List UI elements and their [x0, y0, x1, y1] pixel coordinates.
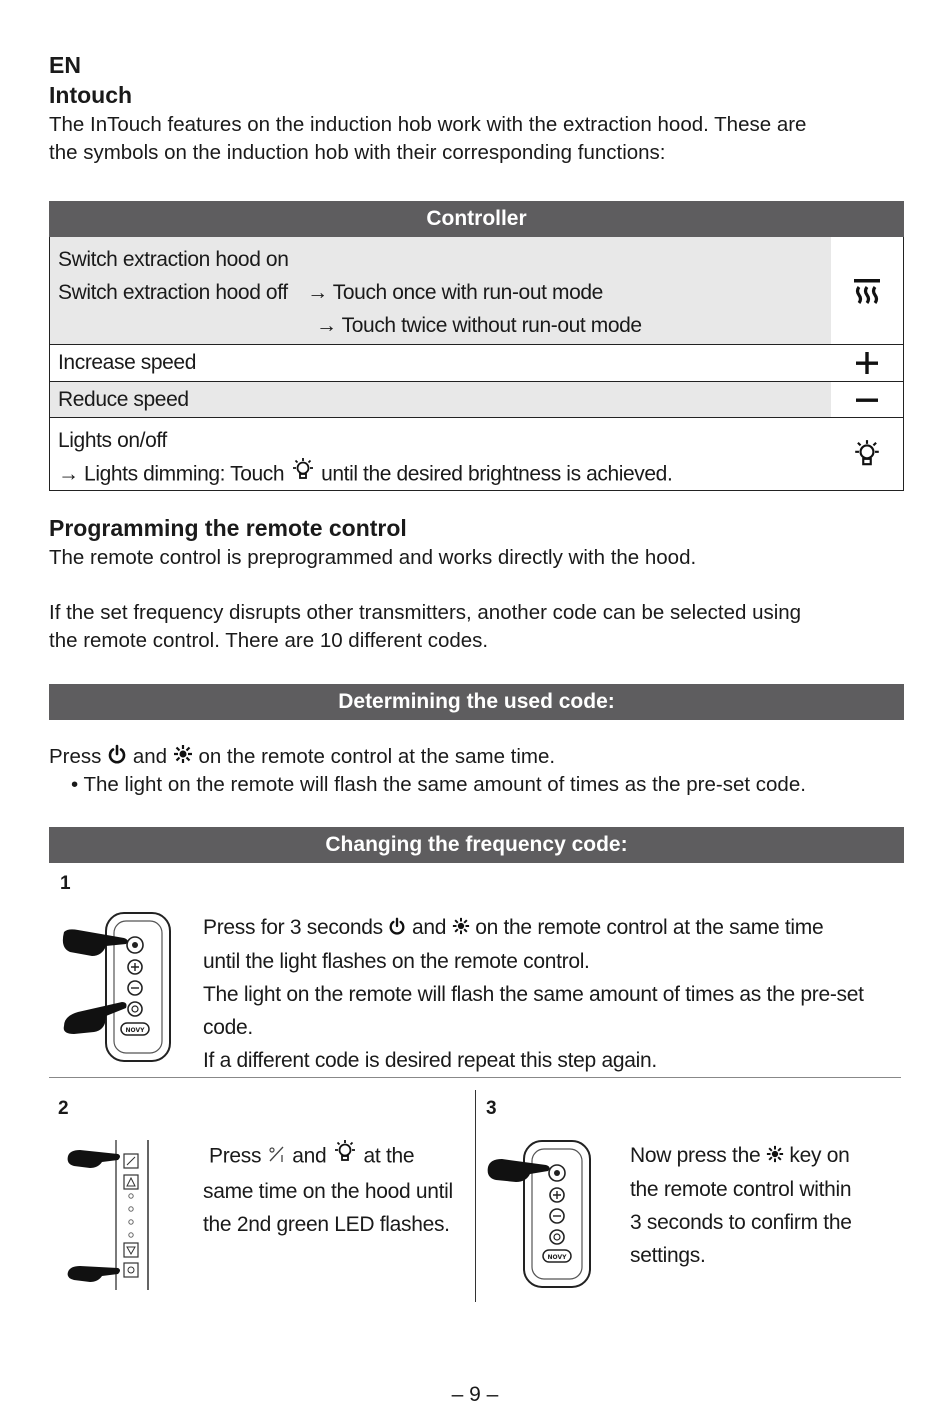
step-2-number: 2	[58, 1098, 69, 1119]
programming-p2-line-1: If the set frequency disrupts other transmitters, another code can be selected using	[49, 601, 802, 624]
step-2-at-the-text: at the	[363, 1144, 415, 1168]
light-star-icon	[766, 1140, 784, 1173]
step-3-line-2: the remote control within	[630, 1177, 852, 1201]
step-1-line-3: The light on the remote will flash the same amount of times as the pre-set	[203, 982, 864, 1006]
step-2-hood-panel-illustration	[64, 1138, 156, 1299]
remote-brand-label: NOVY	[547, 1254, 567, 1261]
remote-brand-label: NOVY	[125, 1027, 145, 1034]
step-1-text	[203, 911, 903, 1077]
minus-icon	[831, 382, 903, 417]
programming-p2-line-2: the remote control. There are 10 different codes.	[49, 629, 489, 652]
step-divider-horizontal	[49, 1077, 901, 1078]
touch-once-text: → Touch once with run-out mode	[307, 281, 603, 304]
same-time-text: on the remote control at the same time.	[198, 745, 556, 768]
step-2-line-2: same time on the hood until	[203, 1180, 453, 1203]
step-3-remote-illustration	[484, 1137, 600, 1298]
controller-header: Controller	[49, 201, 904, 237]
determining-header: Determining the used code:	[49, 684, 904, 720]
controller-row-increase	[50, 344, 903, 381]
step-3-line-4: settings.	[630, 1243, 706, 1267]
controller-row-switch	[50, 237, 903, 344]
step-1-press-text: Press for 3 seconds	[203, 916, 383, 939]
controller-row-lights	[50, 417, 903, 490]
light-bulb-icon	[290, 457, 316, 493]
section-title-programming: Programming the remote control	[49, 515, 407, 541]
brightness-text: until the desired brightness is achieved.	[321, 462, 673, 486]
programming-paragraph-2	[49, 599, 909, 655]
step-2-line-3: the 2nd green LED flashes.	[203, 1213, 450, 1236]
step-3-number: 3	[486, 1098, 497, 1119]
switch-off-text: Switch extraction hood off	[58, 281, 288, 304]
press-text: Press	[49, 745, 102, 768]
step-2-press-text: Press	[209, 1144, 262, 1168]
determining-instruction	[49, 743, 909, 772]
power-icon	[388, 912, 406, 945]
extraction-hood-icon	[831, 237, 903, 344]
step-1-remote-text: on the remote control at the same time	[475, 916, 824, 939]
lights-on-off-text: Lights on/off	[58, 429, 167, 452]
light-star-icon	[173, 744, 193, 772]
intro-line-2: the symbols on the induction hob with their corresponding functions:	[49, 141, 666, 164]
changing-header: Changing the frequency code:	[49, 827, 904, 863]
page-number: – 9 –	[451, 1383, 499, 1406]
light-star-icon	[452, 912, 470, 945]
step-1-line-4: code.	[203, 1015, 253, 1039]
reduce-speed-text: Reduce speed	[50, 382, 831, 417]
light-bulb-icon	[831, 418, 903, 490]
light-bulb-icon	[332, 1139, 358, 1175]
step-divider-vertical	[475, 1090, 476, 1302]
timer-percent-icon	[267, 1141, 287, 1174]
step-3-now-press-text: Now press the	[630, 1144, 761, 1167]
controller-table	[49, 237, 904, 491]
lights-dimming-text: → Lights dimming: Touch	[58, 462, 285, 486]
controller-row-reduce	[50, 381, 903, 417]
intro-paragraph	[49, 111, 909, 167]
step-1-line-2: until the light flashes on the remote control.	[203, 949, 590, 973]
switch-on-text: Switch extraction hood on	[58, 248, 289, 271]
power-icon	[107, 744, 127, 772]
touch-twice-text: → Touch twice without run-out mode	[316, 314, 642, 337]
programming-paragraph-1: The remote control is preprogrammed and works directly with the hood.	[49, 546, 697, 569]
language-code: EN	[49, 52, 81, 78]
increase-speed-text: Increase speed	[50, 345, 831, 381]
step-3-line-3: 3 seconds to confirm the	[630, 1210, 852, 1234]
step-2-text	[203, 1139, 468, 1241]
step-1-remote-illustration	[58, 908, 178, 1073]
step-1-line-5: If a different code is desired repeat this step again.	[203, 1048, 657, 1072]
determining-bullet: • The light on the remote will flash the same amount of times as the pre-set code.	[71, 773, 806, 796]
section-title-intouch: Intouch	[49, 82, 133, 108]
step-1-and-text: and	[411, 916, 447, 939]
step-3-key-on-text: key on	[789, 1144, 850, 1167]
step-3-text	[630, 1139, 900, 1272]
intro-line-1: The InTouch features on the induction hob work with the extraction hood. These are	[49, 113, 807, 136]
plus-icon	[831, 345, 903, 381]
step-2-and-text: and	[292, 1144, 327, 1168]
step-1-number: 1	[60, 873, 71, 894]
and-text: and	[132, 745, 168, 768]
